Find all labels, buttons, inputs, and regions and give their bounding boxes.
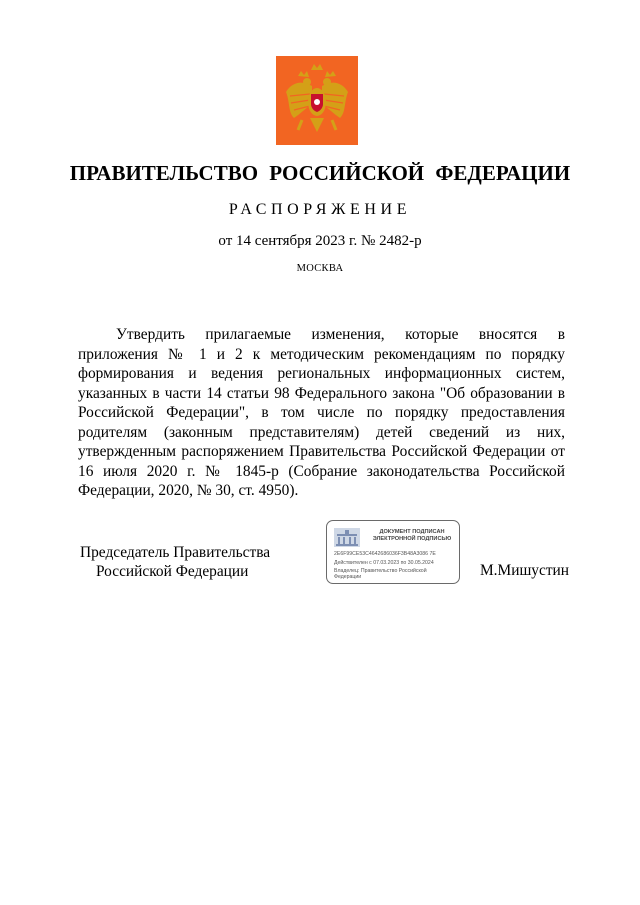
order-paragraph: Утвердить прилагаемые изменения, которые вносятся в приложения № 1 и 2 к методическим рекомендациям по порядку формирования и ведения региональных информационных систем, указанных в части 14 статьи 98 Федерального закона "Об образовании в Российской Федерации", в том числе по порядку предоставления родителям (законным представителям) детей сведений из них, утвержденным распоряжением Правительства Российской Федерации от 16 июля 2020 г. № 1845-р (Собрание законодательства Российской Федерации, 2020, № 30, ст. 4950). — [78, 326, 565, 499]
electronic-signature-stamp — [326, 520, 460, 584]
stamp-title-line1: ДОКУМЕНТ ПОДПИСАН — [379, 529, 445, 535]
document-city: МОСКВА — [296, 263, 344, 274]
stamp-owner: Владелец: Правительство Российской Федерации — [334, 568, 427, 580]
document-type: РАСПОРЯЖЕНИЕ — [228, 201, 412, 218]
signatory-position — [80, 543, 270, 581]
coat-of-arms-icon — [276, 56, 358, 145]
signatory-position-line1: Председатель Правительства — [80, 544, 271, 561]
government-building-icon — [334, 528, 360, 547]
stamp-title-line2: ЭЛЕКТРОННОЙ ПОДПИСЬЮ — [372, 536, 452, 542]
stamp-title — [367, 529, 457, 543]
signatory-name: М.Мишустин — [480, 562, 570, 579]
organization-title: ПРАВИТЕЛЬСТВО РОССИЙСКОЙ ФЕДЕРАЦИИ — [69, 161, 571, 185]
stamp-validity: Действителен с 07.03.2023 по 30.05.2024 — [334, 560, 434, 566]
stamp-certificate-serial: 2E6F99CE53C4642686036F3B48A3086 7E — [334, 551, 436, 557]
signatory-position-line2: Российской Федерации — [96, 563, 249, 580]
document-date-number: от 14 сентября 2023 г. № 2482-р — [218, 233, 422, 249]
